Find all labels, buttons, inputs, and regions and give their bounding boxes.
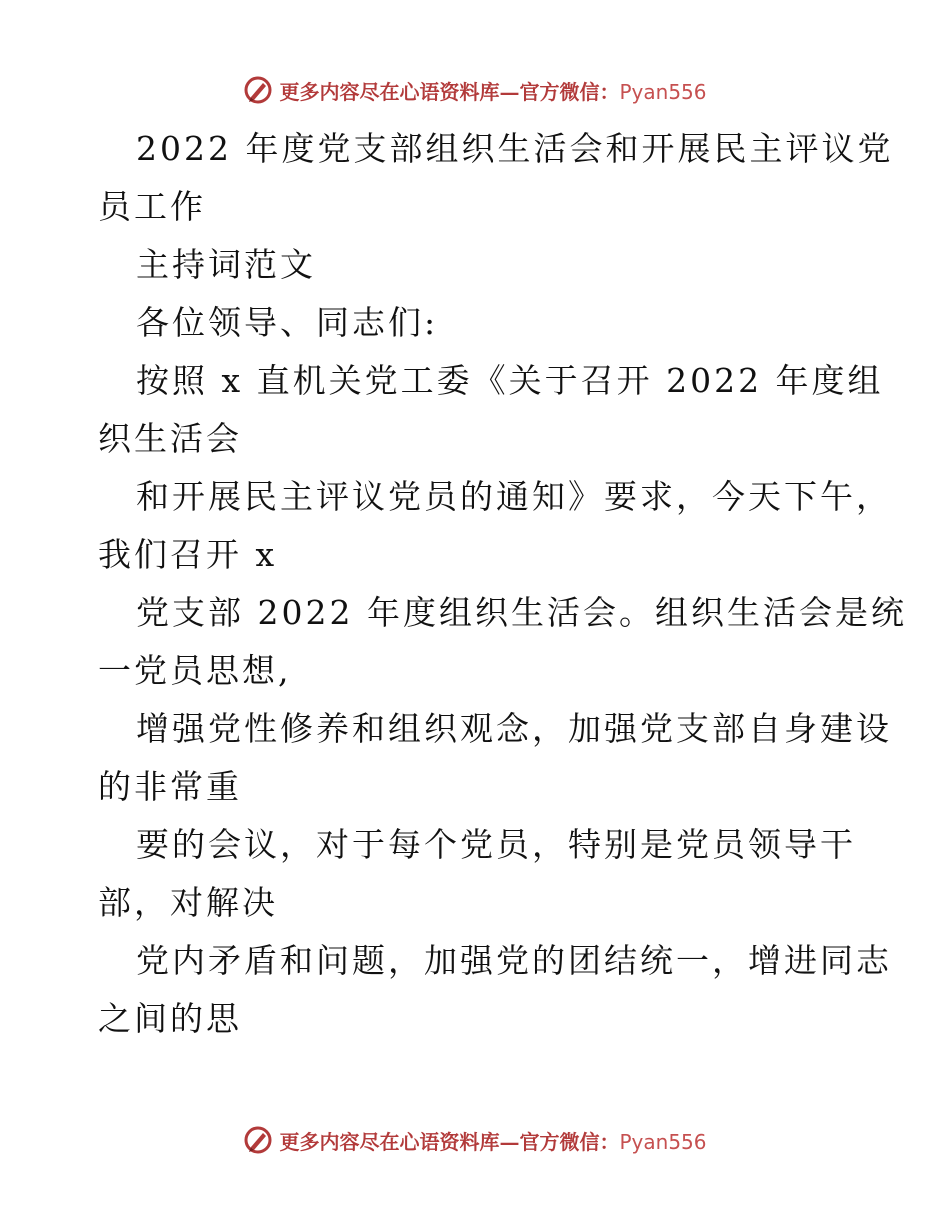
document-body [98,120,907,1048]
text-line: 的非常重 [98,767,242,806]
pen-logo-icon [243,1125,273,1155]
text-line: 一党员思想, [98,651,292,690]
pen-logo-icon [243,75,273,105]
watermark-cn: 更多内容尽在心语资料库—官方微信： [279,79,620,104]
watermark-wechat-id: Pyan556 [619,1129,707,1154]
text-line: 主持词范文 [136,245,316,284]
watermark-text [279,1126,706,1155]
text-line: 2022 年度党支部组织生活会和开展民主评议党 [136,129,894,168]
text-line: 和开展民主评议党员的通知》要求，今天下午， [136,477,892,516]
text-line: 要的会议，对于每个党员，特别是党员领导干 [136,825,856,864]
text-line: 增强党性修养和组织观念，加强党支部自身建设 [136,709,892,748]
text-line: 员工作 [98,187,206,226]
header-watermark [0,70,950,110]
footer-watermark [0,1120,950,1160]
text-line: 织生活会 [98,419,242,458]
text-line: 之间的思 [98,999,242,1038]
text-line: 我们召开 x [98,535,278,574]
watermark-cn: 更多内容尽在心语资料库—官方微信： [279,1129,620,1154]
text-line: 部，对解决 [98,883,278,922]
text-line: 按照 x 直机关党工委《关于召开 2022 年度组 [136,361,884,400]
watermark-wechat-id: Pyan556 [619,79,707,104]
text-line: 党内矛盾和问题，加强党的团结统一，增进同志 [136,941,892,980]
text-line: 各位领导、同志们: [136,303,439,342]
watermark-text [279,76,706,105]
text-line: 党支部 2022 年度组织生活会。组织生活会是统 [136,593,907,632]
